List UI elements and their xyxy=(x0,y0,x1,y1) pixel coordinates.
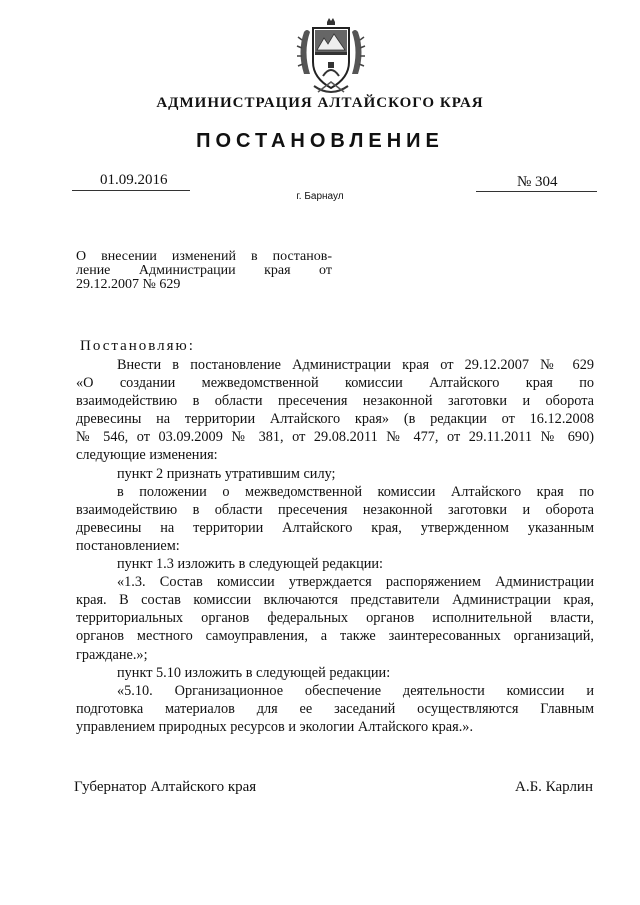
body-line: пункт 2 признать утратившим силу; xyxy=(117,465,336,482)
body-line: подготовка материалов для ее заседаний осуществляются Главным xyxy=(76,700,594,717)
document-number: № 304 xyxy=(517,174,558,190)
body-line: древесины на территории Алтайского края» (в редакции от 16.12.2008 xyxy=(76,411,594,428)
document-body xyxy=(76,356,594,736)
body-line: граждане.»; xyxy=(76,646,148,663)
body-line: края. В состав комиссии включаются представители Администрации края, xyxy=(76,592,594,609)
decree-word: Постановляю: xyxy=(80,338,195,354)
document-type-title: ПОСТАНОВЛЕНИЕ xyxy=(196,130,444,152)
body-line: «1.3. Состав комиссии утверждается распоряжением Администрации xyxy=(117,574,594,591)
body-line: управлением природных ресурсов и экологии Алтайского края.». xyxy=(76,718,474,735)
body-line: «5.10. Организационное обеспечение деятельности комиссии и xyxy=(117,682,594,699)
body-line: органов местного самоуправления, а также заинтересованных организаций, xyxy=(76,628,594,645)
body-line: в положении о межведомственной комиссии Алтайского края по xyxy=(117,483,594,500)
body-line: «О создании межведомственной комиссии Алтайского края по xyxy=(76,375,594,392)
document-date: 01.09.2016 xyxy=(100,172,168,188)
coat-of-arms-icon xyxy=(294,14,368,98)
signer-name: А.Б. Карлин xyxy=(514,779,593,795)
body-line: древесины на территории Алтайского края, утвержденном указанным xyxy=(76,519,594,536)
body-line: постановлением: xyxy=(76,537,180,554)
document-subject xyxy=(76,250,332,292)
signer-position: Губернатор Алтайского края xyxy=(74,779,257,795)
city-label: г. Барнаул xyxy=(296,191,344,202)
body-line: взаимодействию в области пресечения незаконной заготовки и оборота xyxy=(76,393,594,410)
organization-title: АДМИНИСТРАЦИЯ АЛТАЙСКОГО КРАЯ xyxy=(156,95,484,111)
body-line: Внести в постановление Администрации края от 29.12.2007 № 629 xyxy=(117,357,594,373)
body-line: пункт 1.3 изложить в следующей редакции: xyxy=(117,556,384,573)
body-line: следующие изменения: xyxy=(76,447,218,464)
body-line: пункт 5.10 изложить в следующей редакции: xyxy=(117,664,391,681)
subject-line: ление Администрации края от xyxy=(76,263,332,278)
body-line: взаимодействию в области пресечения незаконной заготовки и оборота xyxy=(76,501,594,518)
subject-line: О внесении изменений в постанов- xyxy=(76,249,332,264)
body-line: № 546, от 03.09.2009 № 381, от 29.08.2011 № 477, от 29.11.2011 № 690) xyxy=(76,429,594,446)
body-line: территориальных органов федеральных органов исполнительной власти, xyxy=(76,610,594,627)
subject-line: 29.12.2007 № 629 xyxy=(76,277,181,292)
